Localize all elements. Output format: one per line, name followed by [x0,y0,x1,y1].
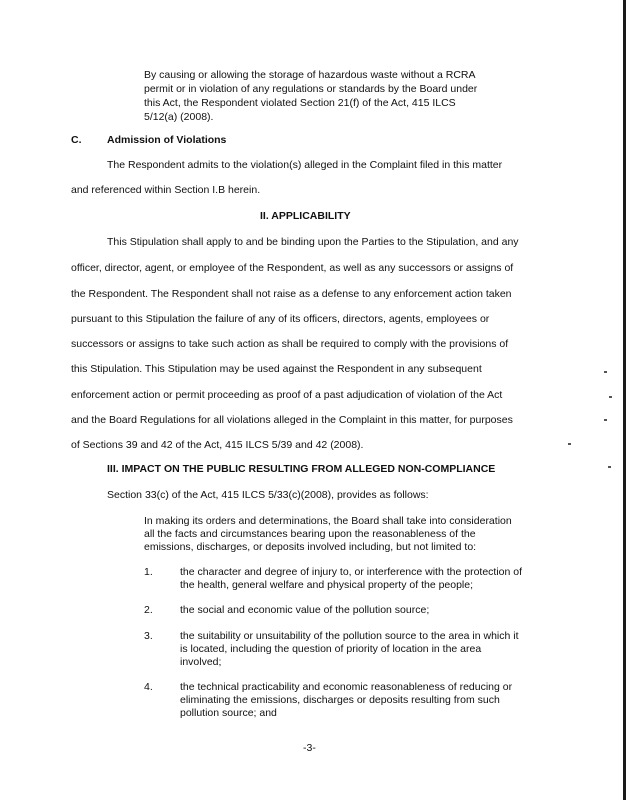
list-item-number: 4. [144,681,153,693]
scan-speck [568,443,571,445]
applicability-line: of Sections 39 and 42 of the Act, 415 ILCS 5/39 and 42 (2008). [71,439,364,451]
list-item-number: 1. [144,566,153,578]
scan-speck [608,466,611,468]
applicability-line: This Stipulation shall apply to and be binding upon the Parties to the Stipulation, and any [107,236,519,248]
applicability-line: pursuant to this Stipulation the failure of any of its officers, directors, agents, employees or [71,313,490,325]
applicability-line: this Stipulation. This Stipulation may be used against the Respondent in any subsequent [71,363,482,375]
quote-line: this Act, the Respondent violated Section 21(f) of the Act, 415 ILCS [144,97,456,109]
list-item-line: the suitability or unsuitability of the pollution source to the area in which it [180,630,519,642]
applicability-line: successors or assigns to take such action as shall be required to comply with the provisions of [71,338,509,350]
quote-line: permit or in violation of any regulations or standards by the Board under [144,83,478,95]
list-item-number: 3. [144,630,153,642]
section-ii-heading: II. APPLICABILITY [260,210,351,222]
applicability-line: the Respondent. The Respondent shall not raise as a defense to any enforcement action taken [71,288,512,300]
scan-speck [604,419,607,421]
applicability-line: enforcement action or permit proceeding as proof of a past adjudication of violation of the Act [71,389,503,401]
section-c-paragraph-line: and referenced within Section I.B herein. [71,184,261,196]
list-item-line: the social and economic value of the pollution source; [180,604,430,616]
section-iii-heading: III. IMPACT ON THE PUBLIC RESULTING FROM ALLEGED NON-COMPLIANCE [107,463,496,475]
applicability-line: and the Board Regulations for all violations alleged in the Complaint in this matter, for purposes [71,414,513,426]
statute-quote-line: emissions, discharges, or deposits involved including, but not limited to: [144,541,477,553]
quote-line: 5/12(a) (2008). [144,111,214,123]
scan-speck [609,396,612,398]
statute-quote-line: all the facts and circumstances bearing upon the reasonableness of the [144,528,476,540]
list-item-line: pollution source; and [180,707,277,719]
list-item-line: eliminating the emissions, discharges or deposits resulting from such [180,694,500,706]
scan-speck [604,371,607,373]
list-item-line: the technical practicability and economic reasonableness of reducing or [180,681,513,693]
section-c-letter: C. [71,134,82,146]
applicability-line: officer, director, agent, or employee of the Respondent, as well as any successors or assigns of [71,262,514,274]
page-number: -3- [303,742,316,754]
list-item-line: is located, including the question of priority of location in the area [180,643,482,655]
list-item-line: the health, general welfare and physical property of the people; [180,579,474,591]
statute-quote-line: In making its orders and determinations, the Board shall take into consideration [144,515,512,527]
section-c-heading: Admission of Violations [107,134,227,146]
section-c-paragraph-line: The Respondent admits to the violation(s) alleged in the Complaint filed in this matter [107,159,503,171]
section-iii-intro: Section 33(c) of the Act, 415 ILCS 5/33(c)(2008), provides as follows: [107,489,429,501]
list-item-line: the character and degree of injury to, or interference with the protection of [180,566,523,578]
list-item-line: involved; [180,656,222,668]
quote-line: By causing or allowing the storage of hazardous waste without a RCRA [144,69,476,81]
list-item-number: 2. [144,604,153,616]
